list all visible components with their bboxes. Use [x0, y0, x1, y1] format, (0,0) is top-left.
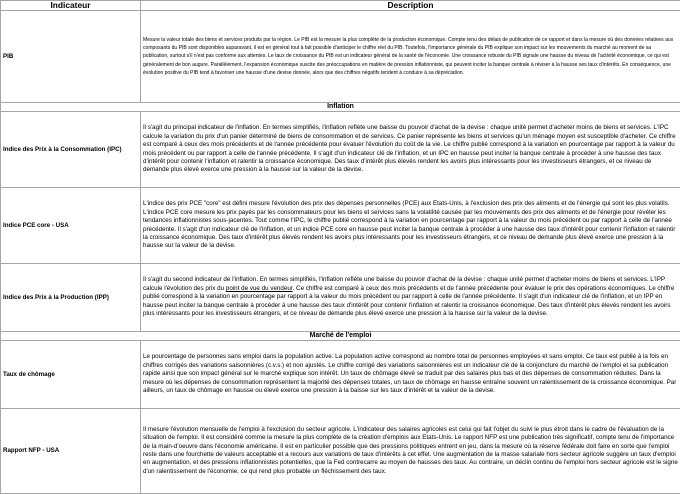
ipp-description-part1: Il s'agit du second indicateur de l'inflation. En termes simplifiés, l'inflation reflète une baisse du pouvoir d'achat de la devise : chaque unité permet d'acheter moins de biens et services. L'IPP calcule l'évolution des prix du	[143, 276, 665, 291]
indicator-name-ipc: Indice des Prix à la Consommation (IPC)	[1, 112, 141, 188]
description-column-header: Description	[141, 1, 680, 11]
table-row-ipc	[1, 112, 680, 188]
section-row-inflation	[1, 103, 680, 112]
table-row-chomage	[1, 341, 680, 409]
table-row-pib	[1, 11, 680, 103]
indicator-column-header: Indicateur	[1, 1, 141, 11]
table-row-pce	[1, 188, 680, 264]
indicator-description-ipp	[141, 264, 680, 332]
indicator-name-pce: Indice PCE core - USA	[1, 188, 141, 264]
indicator-name-ipp: Indice des Prix à la Production (IPP)	[1, 264, 141, 332]
indicator-description-nfp: Il mesure l'évolution mensuelle de l'emploi à l'exclusion du secteur agricole. L'indicateur des salaires agricoles est celui qui fait l'objet du suivi le plus étroit dans le cadre de l'évaluation de la situation de l'emploi. Il est considéré comme la mesure la plus complète de la création d'emplois aux Etats-Unis. Le rapport NFP est une publication très significatif, compte tenu de l'importance de la main-d'oeuvre dans l'économie américaine. Il est en particulier possible que des pressions politiques entrent en jeu, dans la mesure où la réserve fédérale doit faire en sorte que l'emploi reste dans une fourchette de valeurs acceptable et a recours aux variations de taux d'intérêts à cet effet. Une augmentation de la masse salariale hors secteur agricole suggère un taux d'emploi en augmentation, et des pressions inflationnistes potentielles, que la Fed contrecarre au moyen de hausses des taux. Au contraire, un déclin continu de l'emploi hors secteur agricole est le signe d'un ralentissement de l'économie, ce qui rend plus probable un fléchissement des taux.	[141, 409, 680, 494]
indicator-name-pib: PIB	[1, 11, 141, 103]
indicator-description-ipc: Il s'agit du principal indicateur de l'inflation. En termes simplifiés, l'inflation reflète une baisse du pouvoir d'achat de la devise : chaque unité permet d'acheter moins de biens et services. L'IPC calcule la variation du prix d'un panier déterminé de biens de consommation et de services. Ce panier représente les biens et services qu'un ménage moyen est susceptible d'acheter. Ce chiffre est comparé à ceux des mois précédents et de l'année précédente pour évaluer l'évolution du coût de la vie. Le chiffre publié correspond à la variation en pourcentage par rapport à la valeur du mois précédent ou par rapport à celle de l'année précédente. Il s'agit d'un indicateur clé de l'inflation, et un IPC en hausse peut inciter la banque centrale à procéder à une hausse des taux d'intérêt pour contenir l'inflation et ralentir la croissance économique. Des taux d'intérêt plus élevés rendent les avoirs plus intéressants pour les investisseurs étrangers, et ce niveau de demande plus élevé exerce une pression à la hausse sur la valeur de la devise.	[141, 112, 680, 188]
section-title-emploi: Marché de l'emploi	[1, 332, 680, 341]
ipp-description-part2: . Ce chiffre est comparé à ceux des mois précédents et de l'année précédente pour évaluer le prix des opérations économiques. Le chiffre publié correspond à la variation en pourcentage par rapport à la valeur du mois précédent ou par rapport à celle de l'année précédente. Il s'agit d'un indicateur clé de l'inflation, et un IPP en hausse peut inciter la banque centrale à procéder à une hausse des taux d'intérêt pour contenir l'inflation et ralentir la croissance économique. Des taux d'intérêt plus élevés rendent les avoirs plus intéressants pour les investisseurs étrangers, et ce niveau de demande plus élevé exerce une pression à la hausse sur la valeur de la devise.	[143, 285, 674, 317]
indicator-name-nfp: Rapport NFP - USA	[1, 409, 141, 494]
indicator-description-chomage: Le pourcentage de personnes sans emploi dans la population active. La population active correspond au nombre total de personnes employées et sans emploi. Ce taux est publié à la fois en chiffres corrigés des variations saisonnières (c.v.s.) et non ajustés. Le chiffre corrigé des variations saisonnières est un indicateur clé de la conjoncture du marché de l'emploi et sa publication rapide ainsi que son impact général sur le marché explique son intérêt. Un taux de chômage élevé se traduit par des salaires plus bas et des dépenses de consommation réduites. Dans la mesure où les dépenses de consommation représentent la majorité des dépenses totales, un taux de chômage en hausse entraîne souvent un ralentissement de la croissance économique. Par ailleurs, un taux de chômage en hausse ou élevé exerce une pression à la baisse sur les taux d'intérêt et la valeur de la devise.	[141, 341, 680, 409]
table-row-nfp	[1, 409, 680, 494]
indicator-description-pib: Mesure la valeur totale des biens et services produits par la région. Le PIB est la mesure la plus complète de la production économique. Compte tenu des délais de publication de ce rapport et dans la mesure où des données relatives aux composants du PIB sont disponibles auparavant, il est en général tout à fait possible d'anticiper le chiffre réel du PIB. Toutefois, l'importance générale du PIB explique son impact sur les mouvements du marché au moment de sa publication, surtout s'il n'est pas conforme aux attentes. Le taux de croissance du PIB est un indicateur général de la santé de l'économie. Une croissance robuste du PIB signale une hausse du niveau de l'activité économique, ce qui est généralement de bon augure. Parallèlement, l'expansion économique suscite des préoccupations en matière de pression inflationniste, qui peuvent inciter la banque centrale à réviser à la hausse ses taux d'intérêts. En conséquence, une évolution positive du PIB tend à favoriser une hausse d'une devise donnée, alors que des chiffres négatifs tendent à conduire à sa dépréciation.	[141, 11, 680, 103]
indicator-description-pce: L'indice des prix PCE "core" est défini mesure l'évolution des prix des dépenses personnelles (PCE) aux Etats-Unis, à l'exclusion des prix des aliments et de l'énergie qui sont les plus volatils. L'indice PCE core mesure les prix payés par les consommateurs pour les biens et services sans la volatilité causée par les mouvements des prix des aliments et de l'énergie pour révéler les tendances inflationnistes sous-jacentes. Tout comme l'IPC, le chiffre publié correspond à la variation en pourcentage par rapport à la valeur du mois précédent ou par rapport à celle de l'année précédente. Il s'agit d'un indicateur clé de l'inflation, et un indice PCE core en hausse peut inciter la banque centrale à procéder à une hausse des taux d'intérêt pour contenir l'inflation et ralentir la croissance économique. Des taux d'intérêt plus élevés rendent les avoirs plus intéressants pour les investisseurs étrangers, et ce niveau de demande plus élevé exerce une pression à la hausse sur la valeur de la devise.	[141, 188, 680, 264]
table-row-ipp	[1, 264, 680, 332]
header-row	[1, 1, 680, 11]
section-row-emploi	[1, 332, 680, 341]
section-title-inflation: Inflation	[1, 103, 680, 112]
indicator-name-chomage: Taux de chômage	[1, 341, 141, 409]
ipp-description-link[interactable]: point de vue du vendeur	[226, 285, 293, 292]
